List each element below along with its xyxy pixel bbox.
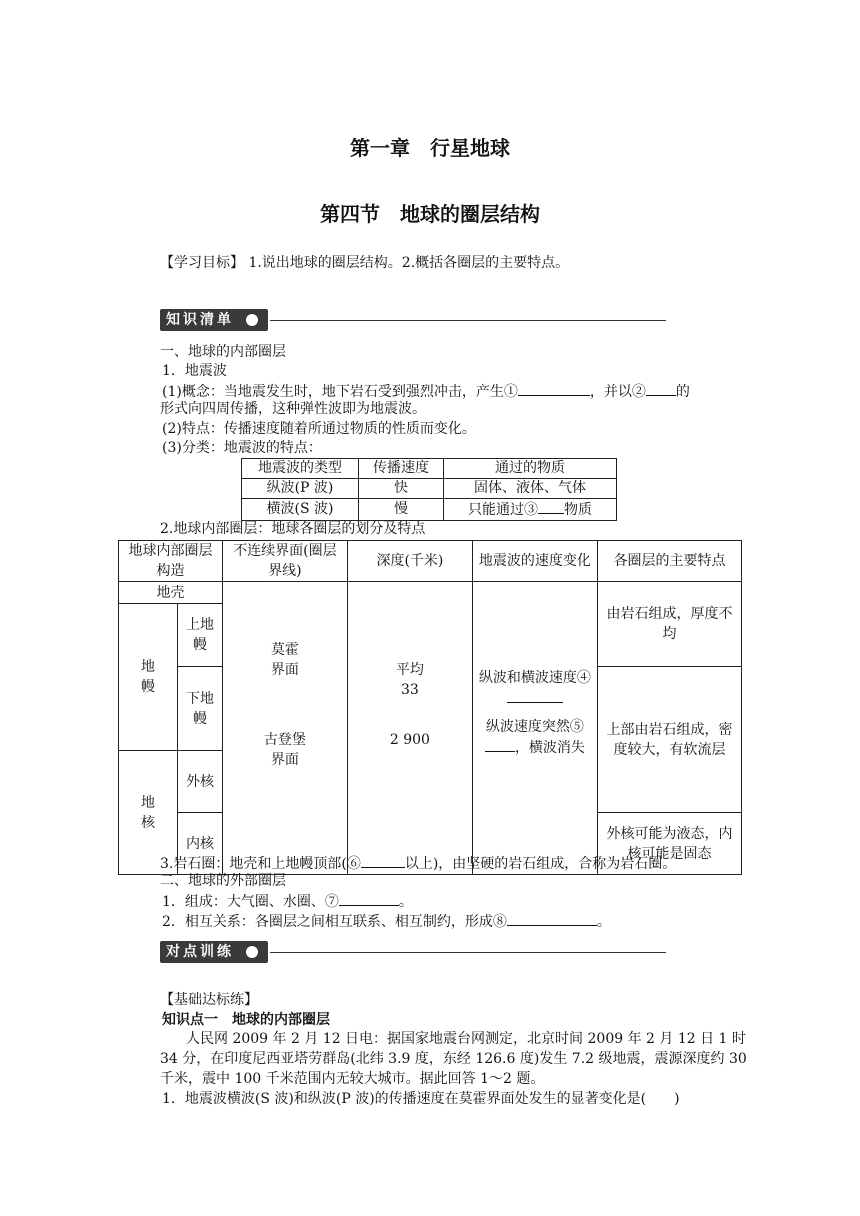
speed-gutenberg: 纵波速度突然⑤ ，横波消失 bbox=[485, 719, 585, 756]
header-cell: 各圈层的主要特点 bbox=[597, 541, 741, 582]
feature-cell: 由岩石组成，厚度不均 bbox=[597, 582, 741, 667]
classify-line: (3)分类：地震波的特点： bbox=[162, 440, 322, 456]
learning-objective bbox=[160, 254, 569, 273]
blank-3 bbox=[538, 499, 564, 514]
upper-mantle-cell: 上地幔 bbox=[178, 604, 223, 667]
table-row bbox=[242, 499, 617, 521]
question-1: 1．地震波横波(S 波)和纵波(P 波)的传播速度在莫霍界面处发生的显著变化是( ) bbox=[162, 1091, 680, 1107]
news-line-3: 千米，震中 100 千米范围内无较大城市。据此回答 1～2 题。 bbox=[160, 1071, 545, 1087]
boundary-cell bbox=[222, 582, 347, 875]
feature-cell: 外核可能为液态，内核可能是固态 bbox=[597, 813, 741, 875]
lower-mantle-cell: 下地幔 bbox=[178, 667, 223, 751]
depth-moho: 平均33 bbox=[395, 662, 424, 698]
divider bbox=[270, 320, 666, 321]
concept-text-c: 的 bbox=[675, 384, 690, 400]
header-cell: 地球内部圈层构造 bbox=[119, 541, 223, 582]
internal-layers-table bbox=[118, 540, 742, 875]
blank-7 bbox=[339, 891, 399, 906]
depth-cell bbox=[347, 582, 472, 875]
table-header-row bbox=[119, 541, 742, 582]
header-cell: 地震波的类型 bbox=[242, 459, 359, 479]
blank-6 bbox=[361, 853, 405, 868]
concept-line bbox=[162, 381, 690, 402]
mantle-cell: 地幔 bbox=[119, 604, 178, 751]
divider bbox=[270, 952, 666, 953]
outer-core-cell: 外核 bbox=[178, 751, 223, 813]
table-cell: 横波(S 波) bbox=[242, 499, 359, 521]
knowledge-point-title: 知识点一 地球的内部圈层 bbox=[162, 1012, 330, 1028]
basic-practice-label: 【基础达标练】 bbox=[160, 992, 258, 1008]
blank-8 bbox=[507, 911, 597, 926]
seismic-wave-table bbox=[241, 458, 617, 521]
header-cell: 不连续界面(圈层界线) bbox=[222, 541, 347, 582]
crust-cell: 地壳 bbox=[119, 582, 223, 604]
banner-label: 知识清单 bbox=[160, 309, 268, 331]
speed-cell bbox=[472, 582, 597, 875]
part2-title: 二、地球的外部圈层 bbox=[160, 873, 286, 889]
gutenberg-label: 古登堡界面 bbox=[263, 732, 306, 768]
composition-line: 1．组成：大气圈、水圈、⑦ 。 bbox=[162, 891, 413, 912]
chapter-title: 第一章 行星地球 bbox=[350, 136, 510, 160]
table-row bbox=[119, 582, 742, 604]
concept-text-a: (1)概念：当地震发生时，地下岩石受到强烈冲击，产生① bbox=[162, 384, 518, 400]
core-cell: 地核 bbox=[119, 751, 178, 875]
blank-4 bbox=[507, 688, 563, 703]
lithosphere-line: 3.岩石圈：地壳和上地幔顶部(⑥ 以上)，由坚硬的岩石组成，合称为岩石圈。 bbox=[160, 853, 676, 874]
bullet-icon bbox=[246, 314, 258, 326]
moho-label: 莫霍界面 bbox=[270, 642, 299, 678]
blank-1 bbox=[518, 381, 590, 396]
depth-gutenberg: 2 900 bbox=[389, 732, 430, 748]
section-title: 第四节 地球的圈层结构 bbox=[320, 202, 540, 226]
header-cell: 传播速度 bbox=[359, 459, 444, 479]
concept-line-2: 形式向四周传播，这种弹性波即为地震波。 bbox=[160, 401, 426, 417]
bullet-icon bbox=[246, 946, 258, 958]
table-cell: 只能通过③ 物质 bbox=[444, 499, 617, 521]
speed-moho: 纵波和横波速度④ bbox=[477, 668, 593, 709]
blank-5 bbox=[485, 737, 515, 752]
objective-text: 1.说出地球的圈层结构。2.概括各圈层的主要特点。 bbox=[248, 255, 570, 271]
table-cell: 固体、液体、气体 bbox=[444, 479, 617, 499]
table-row bbox=[242, 479, 617, 499]
news-line-1: 人民网 2009 年 2 月 12 日电：据国家地震台网测定，北京时间 2009 年 2 月 12 日 1 时 bbox=[186, 1031, 746, 1047]
feature-line: (2)特点：传播速度随着所通过物质的性质而变化。 bbox=[162, 421, 476, 437]
banner-label: 对点训练 bbox=[160, 941, 268, 963]
table-cell: 纵波(P 波) bbox=[242, 479, 359, 499]
subheading-internal-layers: 2.地球内部圈层：地球各圈层的划分及特点 bbox=[160, 521, 426, 537]
part1-title: 一、地球的内部圈层 bbox=[160, 344, 286, 360]
news-line-2: 34 分，在印度尼西亚塔劳群岛(北纬 3.9 度，东经 126.6 度)发生 7.2 级地震，震源深度约 30 bbox=[160, 1051, 747, 1067]
concept-text-b: ，并以② bbox=[589, 384, 646, 400]
table-cell: 慢 bbox=[359, 499, 444, 521]
inner-core-cell: 内核 bbox=[178, 813, 223, 875]
header-cell: 深度(千米) bbox=[347, 541, 472, 582]
feature-cell: 上部由岩石组成，密度较大，有软流层 bbox=[597, 667, 741, 813]
header-cell: 通过的物质 bbox=[444, 459, 617, 479]
blank-2 bbox=[646, 381, 676, 396]
table-cell: 快 bbox=[359, 479, 444, 499]
header-cell: 地震波的速度变化 bbox=[472, 541, 597, 582]
subheading-seismic-waves: 1．地震波 bbox=[162, 363, 227, 379]
table-header-row bbox=[242, 459, 617, 479]
objective-label: 【学习目标】 bbox=[160, 255, 244, 271]
relationship-line: 2．相互关系：各圈层之间相互联系、相互制约，形成⑧ 。 bbox=[162, 911, 611, 932]
